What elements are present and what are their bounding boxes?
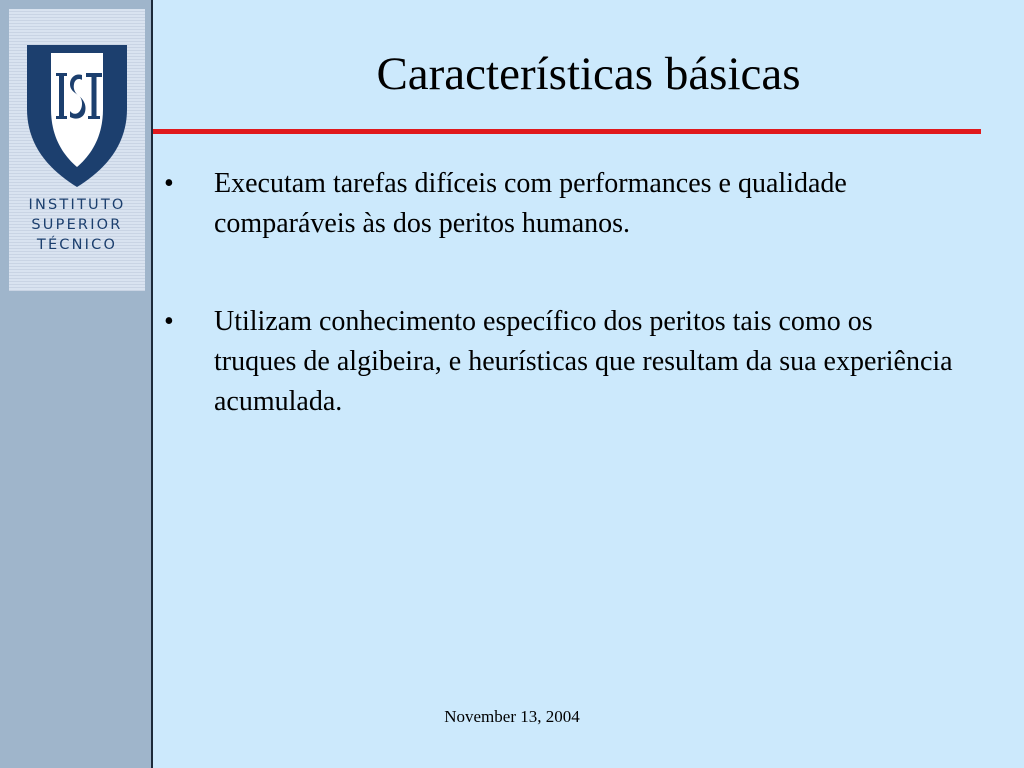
title-divider bbox=[153, 129, 981, 134]
bullet-icon: • bbox=[164, 306, 174, 337]
bullet-text: Utilizam conhecimento específico dos peritos tais como os truques de algibeira, e heurísticas que resultam da sua experiência acumulada. bbox=[214, 306, 953, 417]
footer-date: November 13, 2004 bbox=[444, 707, 580, 726]
bullet-item bbox=[160, 302, 960, 422]
slide-title: Características básicas bbox=[376, 48, 801, 100]
logo-text-superior: SUPERIOR bbox=[31, 217, 123, 233]
shield-icon bbox=[23, 43, 131, 189]
bullet-list bbox=[160, 164, 960, 422]
logo-text-instituto: INSTITUTO bbox=[28, 197, 126, 213]
bullet-icon: • bbox=[164, 168, 174, 199]
logo-text-tecnico: TÉCNICO bbox=[36, 237, 118, 253]
institution-logo bbox=[9, 9, 145, 291]
bullet-item bbox=[160, 164, 960, 244]
sidebar bbox=[0, 0, 153, 768]
bullet-text: Executam tarefas difíceis com performances e qualidade comparáveis às dos peritos humanos. bbox=[214, 168, 847, 239]
